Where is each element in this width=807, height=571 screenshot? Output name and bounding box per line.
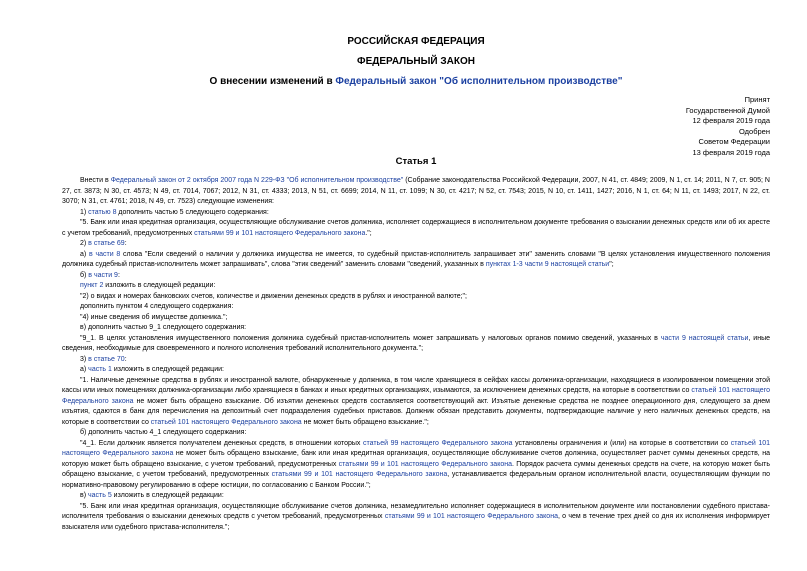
law-link[interactable]: статьей 101 настоящего Федерального закона: [62, 387, 770, 405]
paragraph: [62, 491, 770, 502]
text: 3): [80, 355, 89, 363]
text: в): [80, 492, 88, 499]
law-title-link[interactable]: Федеральный закон "Об исполнительном производстве": [335, 76, 623, 87]
paragraph: в) дополнить частью 9_1 следующего содержания:: [80, 324, 247, 331]
acceptance-line: Принят: [744, 95, 770, 104]
acceptance-line: Советом Федерации: [698, 137, 770, 147]
law-link[interactable]: части 9 настоящей статьи: [660, 334, 749, 342]
law-link[interactable]: статьями 99 и 101 настоящего Федерального закона: [194, 229, 366, 237]
law-link[interactable]: статью 8: [88, 208, 117, 216]
text: . Порядок расчета суммы денежных средств на счете, на которую может быть обращено взыскание, с учетом требований, предусмотренных: [62, 460, 770, 478]
law-link[interactable]: статьей 99 настоящего Федерального закона: [362, 439, 513, 447]
acceptance-line: Одобрен: [739, 126, 770, 136]
text: Внести в: [80, 177, 111, 184]
text: , устанавливается федеральным органом исполнительной власти, осуществляющим функции по нормативно-правовому регулированию в сфере юстиции, по согласованию с Банком России.";: [62, 471, 770, 489]
acceptance-line: 13 февраля 2019 года: [692, 147, 770, 157]
text: :: [117, 271, 120, 279]
text: не может быть обращено взыскание. Об изъятии денежных средств составляется соответствующий акт. Изъятые денежные средства не позднее операционного дня, следующего за днем изъятия, сдаются в банк для перечисления на депозитный счет подразделения судебных приставов. Должник обязан представить документы, подтверждающие наличие у него наличных денежных средств, на которые в соответствии со: [62, 397, 770, 426]
text: :: [124, 240, 127, 247]
text: "9_1. В целях установления имущественного положения должника судебный пристав-исполнитель может запрашивать у налоговых органов помимо сведений, указанных в: [80, 334, 661, 342]
text: а): [80, 366, 89, 373]
paragraph: [62, 250, 770, 271]
text: 1): [80, 208, 89, 216]
paragraph: [62, 365, 770, 376]
text: "4_1. Если должник является получателем денежных средств, в отношении которых: [80, 439, 363, 447]
text: (Собрание законодательства Российской Федерации, 2007, N 41, ст. 4849; 2009, N 1, ст. 14; 2011, N 7, ст. 905; N 27, ст. 3873; N 30, ст. 4573; N 49, ст. 7014, 7067; 2012, N 31, ст. 4333; 2013, N 51, ст. 6699; 2014, N 11, ст. 1099; N 30, ст. 4217; N 52, ст. 7543; 2015, N 10, ст. 1411, 1427; 2016, N 1, ст. 64; N 11, ст. 1493; 2017, N 22, ст. 3070; N 31, ст. 4761; 2018, N 49, ст. 7523) следующие изменения:: [62, 177, 770, 205]
law-link[interactable]: Федеральный закон от 2 октября 2007 года N 229-ФЗ "Об исполнительном производстве": [110, 177, 404, 184]
law-title-prefix: О внесении изменений в: [209, 76, 336, 87]
acceptance-line: Государственной Думой: [685, 105, 770, 115]
paragraph: [62, 281, 770, 292]
paragraph: [62, 239, 770, 250]
paragraph: [62, 218, 770, 239]
text: изложить в следующей редакции:: [111, 492, 224, 499]
law-link[interactable]: в статье 69: [88, 240, 125, 247]
text: , иные сведения, необходимые для своевременного и полного исполнения требований исполнительного документа.";: [62, 334, 770, 352]
text: , о чем в течение трех дней со дня их исполнения информирует взыскателя или судебного пристава-исполнителя.";: [62, 513, 770, 531]
paragraph: [62, 376, 770, 429]
text: изложить в следующей редакции:: [103, 282, 216, 289]
paragraph: "2) о видах и номерах банковских счетов, количестве и движении денежных средств в рублях и иностранной валюте;";: [80, 292, 467, 300]
acceptance-block: [570, 95, 770, 159]
law-link[interactable]: в части 9: [88, 271, 118, 279]
text: 2): [80, 240, 89, 247]
paragraph: б) дополнить частью 4_1 следующего содержания:: [80, 429, 247, 436]
law-link[interactable]: пунктах 1-3 части 9 настоящей статьи: [485, 261, 610, 268]
text: "5. Банк или иная кредитная организация, осуществляющие обслуживание счетов должника, незамедлительно исполняет содержащиеся в исполнительном документе или постановлении судебного пристава-исполнителя требования о взыскании денежных средств с учетом требований, предусмотренных: [62, 502, 770, 520]
text: изложить в следующей редакции:: [111, 366, 224, 373]
text: .";: [365, 229, 372, 237]
law-link[interactable]: статьями 99 и 101 настоящего Федерального закона: [384, 513, 558, 520]
law-link[interactable]: в статье 70: [88, 355, 125, 363]
law-link[interactable]: пункт 2: [80, 282, 104, 289]
text: :: [124, 355, 127, 363]
law-link[interactable]: в части 8: [88, 250, 121, 258]
text: а): [80, 250, 89, 258]
paragraph: [62, 334, 770, 355]
text: не может быть обращено взыскание.";: [301, 418, 429, 426]
text: ";: [609, 261, 614, 268]
country-heading: РОССИЙСКАЯ ФЕДЕРАЦИЯ: [347, 36, 485, 47]
text: установлены ограничения и (или) на которые в соответствии со: [512, 439, 731, 447]
acceptance-line: 12 февраля 2019 года: [692, 116, 770, 126]
law-type-heading: ФЕДЕРАЛЬНЫЙ ЗАКОН: [357, 56, 475, 67]
law-link[interactable]: статьей 101 настоящего Федерального закона: [62, 439, 771, 457]
text: дополнить частью 5 следующего содержания:: [116, 208, 269, 216]
paragraph: [62, 439, 770, 492]
text: "1. Наличные денежные средства в рублях и иностранной валюте, обнаруженные у должника, в том числе хранящиеся в сейфах кассы должника-организации, находящиеся в изолированном помещении этой кассы или иных помещениях должника-организации либо хранящиеся в банках и иных кредитных организациях, изымаются, за исключением денежных средств, на которые в соответствии со: [62, 376, 770, 394]
law-link[interactable]: часть 5: [88, 492, 112, 499]
paragraph: [62, 176, 770, 208]
law-title: [62, 76, 770, 87]
text: б): [80, 271, 89, 279]
paragraph: [62, 502, 770, 534]
article-title: Статья 1: [395, 156, 437, 167]
paragraph: [62, 271, 770, 282]
text: "5. Банк или иная кредитная организация, осуществляющие обслуживание счетов должника, исполняет содержащиеся в исполнительном документе требования о взыскании денежных средств или об их аресте с учетом требований, предусмотренных: [62, 219, 770, 237]
law-link[interactable]: часть 1: [88, 366, 112, 373]
article-body: [62, 176, 770, 533]
paragraph: дополнить пунктом 4 следующего содержания:: [80, 303, 234, 310]
law-link[interactable]: статьями 99 и 101 настоящего Федерального закона: [338, 460, 512, 468]
paragraph: [62, 208, 770, 219]
law-link[interactable]: статьями 99 и 101 настоящего Федерального закона: [271, 471, 448, 478]
paragraph: "4) иные сведения об имуществе должника.";: [80, 313, 228, 321]
paragraph: [62, 355, 770, 366]
text: слова "Если сведений о наличии у должника имущества не имеется, то судебный пристав-исполнитель запрашивает эти" заменить словами "В целях установления имущественного положения должника судебный пристав-исполнитель может запрашивать", слова "этик сведений" заменить словами "сведений, указанных в: [62, 250, 770, 268]
text: не может быть обращено взыскание, банк или иная кредитная организация, осуществляющие обслуживание счетов должника, осуществляет расчет суммы денежных средств, на которую может быть обращено взыскание, с учетом требований, предусмотренных: [62, 450, 770, 468]
law-link[interactable]: статьей 101 настоящего Федерального закона: [150, 418, 302, 426]
